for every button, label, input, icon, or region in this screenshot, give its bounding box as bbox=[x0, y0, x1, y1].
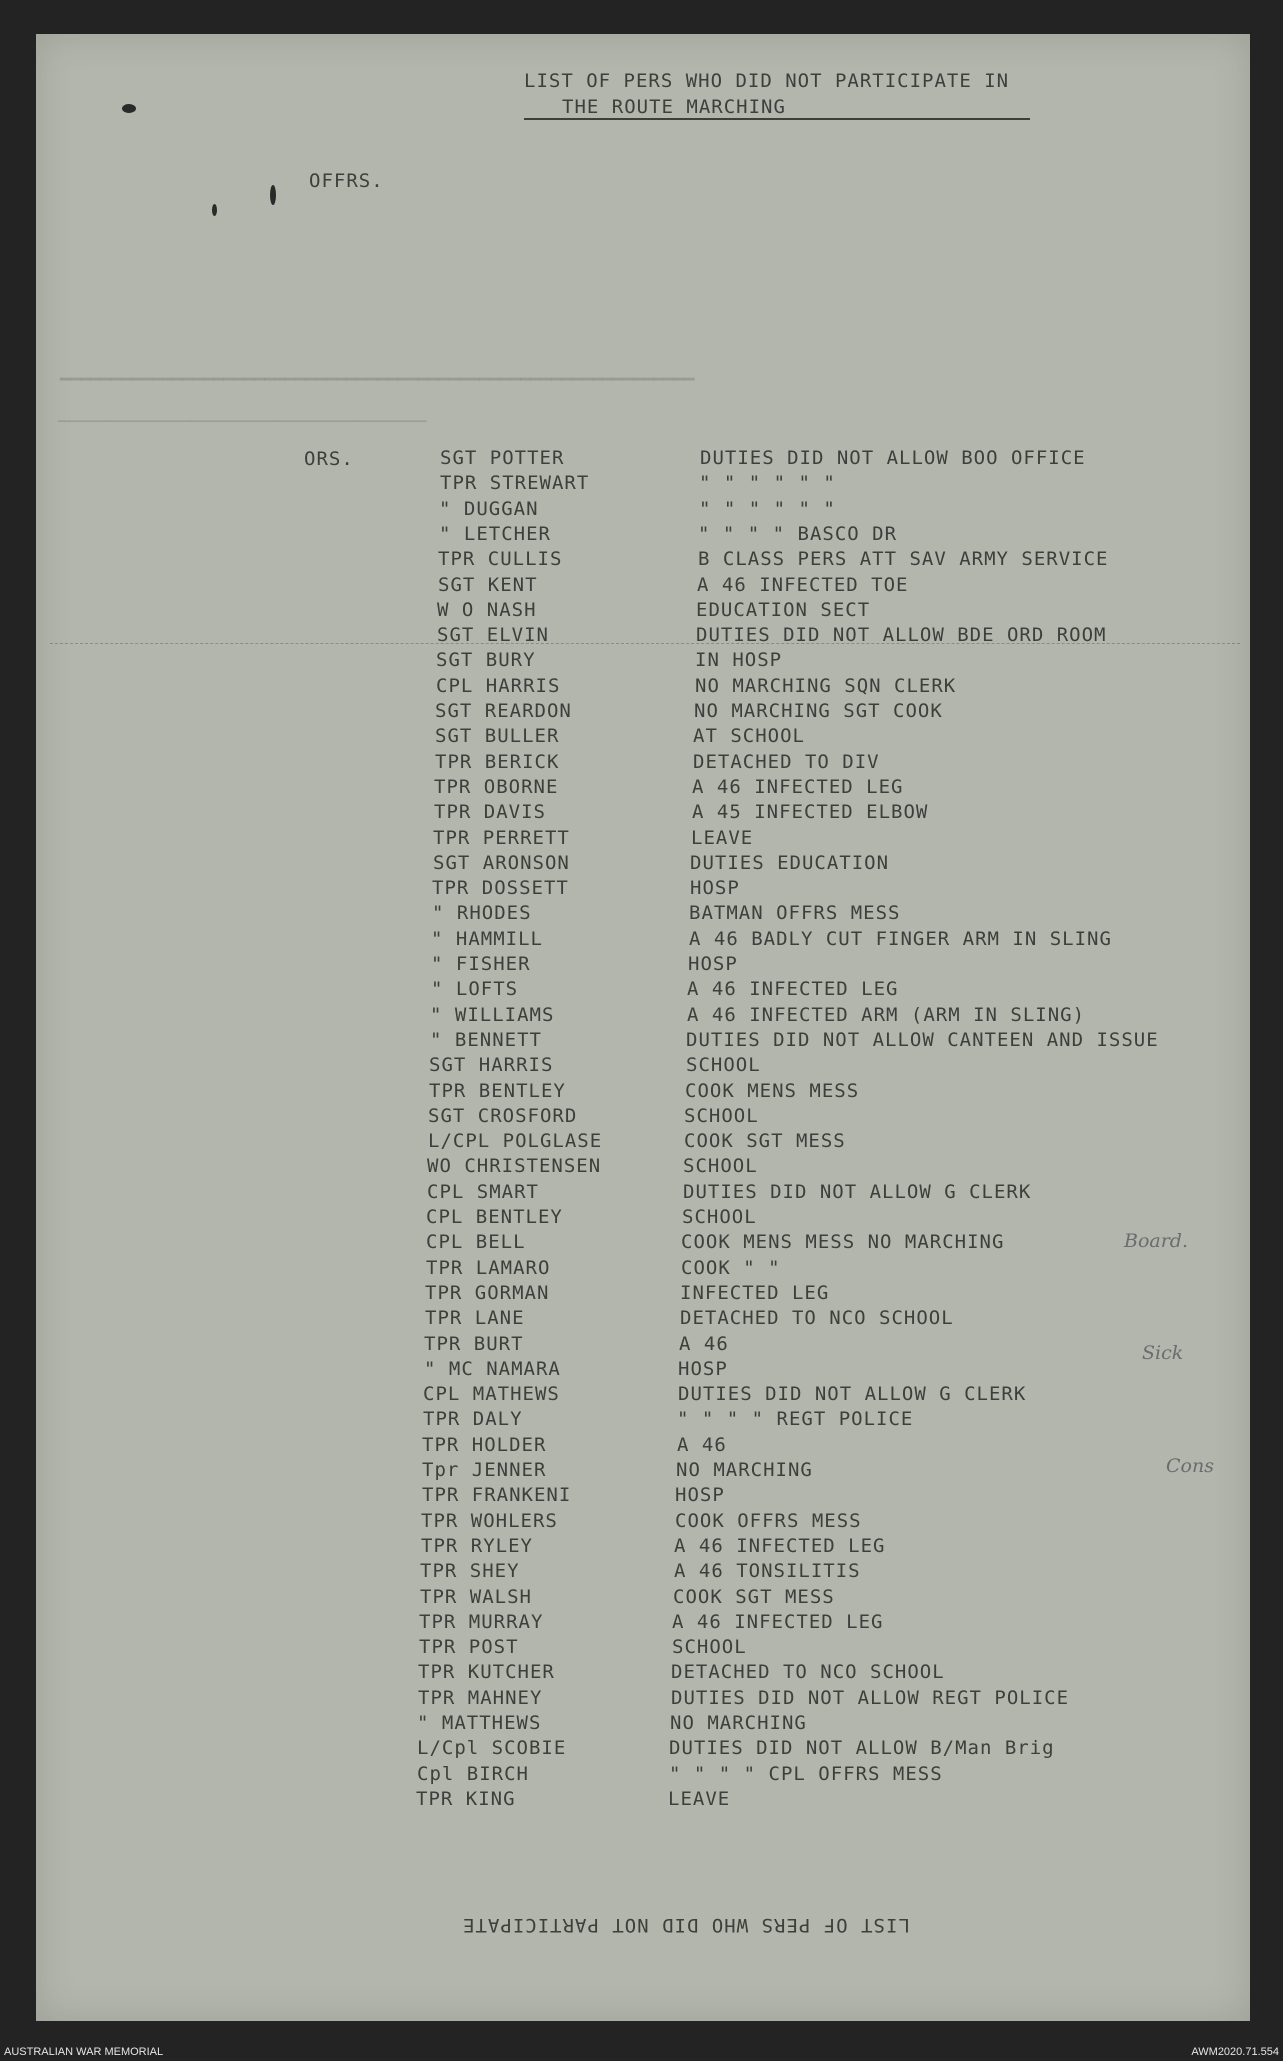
personnel-reason: " " " " BASCO DR bbox=[698, 522, 898, 545]
list-item bbox=[0, 1712, 1283, 1737]
personnel-reason: HOSP bbox=[678, 1357, 728, 1380]
personnel-name: TPR KUTCHER bbox=[418, 1661, 555, 1684]
personnel-reason: DUTIES DID NOT ALLOW G CLERK bbox=[678, 1383, 1027, 1406]
personnel-name: TPR DALY bbox=[423, 1408, 523, 1431]
personnel-reason: BATMAN OFFRS MESS bbox=[689, 902, 901, 925]
personnel-name: " DUGGAN bbox=[439, 497, 539, 520]
personnel-reason: DUTIES DID NOT ALLOW CANTEEN AND ISSUE bbox=[686, 1028, 1159, 1051]
personnel-name: TPR BERICK bbox=[435, 750, 560, 773]
list-item bbox=[0, 574, 1283, 599]
list-item bbox=[0, 700, 1283, 725]
personnel-name: " BENNETT bbox=[430, 1028, 542, 1051]
personnel-name: " LOFTS bbox=[431, 978, 519, 1001]
mirrored-footer-text: LIST OF PERS WHO DID NOT PARTICIPATE bbox=[462, 1914, 910, 1936]
personnel-name: TPR HOLDER bbox=[422, 1433, 547, 1456]
personnel-reason: SCHOOL bbox=[686, 1054, 761, 1077]
personnel-reason: A 46 INFECTED LEG bbox=[687, 978, 899, 1001]
list-item bbox=[0, 447, 1283, 472]
list-item bbox=[0, 751, 1283, 776]
list-item bbox=[0, 1130, 1283, 1155]
personnel-name: SGT CROSFORD bbox=[428, 1104, 578, 1127]
personnel-name: TPR GORMAN bbox=[425, 1281, 550, 1304]
list-item bbox=[0, 1358, 1283, 1383]
document-subtitle: THE ROUTE MARCHING bbox=[562, 96, 786, 118]
personnel-reason: IN HOSP bbox=[695, 649, 783, 672]
personnel-name: TPR LANE bbox=[425, 1307, 525, 1330]
personnel-reason: DUTIES DID NOT ALLOW BDE ORD ROOM bbox=[696, 624, 1107, 647]
list-item bbox=[0, 1155, 1283, 1180]
personnel-reason: COOK " " bbox=[681, 1256, 781, 1279]
personnel-name: CPL MATHEWS bbox=[423, 1383, 560, 1406]
personnel-reason: COOK SGT MESS bbox=[684, 1130, 846, 1153]
list-item bbox=[0, 953, 1283, 978]
personnel-name: TPR KING bbox=[416, 1787, 516, 1810]
punch-mark bbox=[122, 104, 136, 113]
personnel-reason: SCHOOL bbox=[683, 1155, 758, 1178]
personnel-reason: A 46 TONSILITIS bbox=[674, 1560, 861, 1583]
personnel-reason: A 46 bbox=[679, 1332, 729, 1355]
list-item bbox=[0, 1459, 1283, 1484]
list-item bbox=[0, 1333, 1283, 1358]
list-item bbox=[0, 1206, 1283, 1231]
list-item bbox=[0, 1763, 1283, 1788]
personnel-name: TPR MAHNEY bbox=[418, 1686, 543, 1709]
personnel-reason: A 46 BADLY CUT FINGER ARM IN SLING bbox=[689, 927, 1112, 950]
list-item bbox=[0, 1080, 1283, 1105]
personnel-name: " MC NAMARA bbox=[424, 1357, 561, 1380]
personnel-name: CPL BELL bbox=[426, 1231, 526, 1254]
personnel-name: TPR CULLIS bbox=[438, 548, 563, 571]
personnel-reason: A 46 bbox=[677, 1433, 727, 1456]
list-item bbox=[0, 675, 1283, 700]
personnel-name: " WILLIAMS bbox=[430, 1003, 555, 1026]
personnel-name: L/CPL POLGLASE bbox=[428, 1130, 603, 1153]
personnel-name: TPR SHEY bbox=[420, 1560, 520, 1583]
personnel-name: SGT BURY bbox=[436, 649, 536, 672]
personnel-name: TPR DAVIS bbox=[434, 801, 546, 824]
personnel-reason: NO MARCHING SQN CLERK bbox=[695, 674, 957, 697]
personnel-name: " LETCHER bbox=[439, 522, 551, 545]
personnel-name: WO CHRISTENSEN bbox=[427, 1155, 602, 1178]
list-item bbox=[0, 1434, 1283, 1459]
list-item bbox=[0, 523, 1283, 548]
personnel-reason: " " " " REGT POLICE bbox=[677, 1408, 914, 1431]
handwritten-note-cons: Cons bbox=[1166, 1455, 1214, 1477]
personnel-name: SGT ELVIN bbox=[437, 624, 549, 647]
personnel-reason: HOSP bbox=[688, 953, 738, 975]
handwritten-note-board: Board. bbox=[1124, 1230, 1189, 1252]
list-item bbox=[0, 801, 1283, 826]
list-item bbox=[0, 1535, 1283, 1560]
list-item bbox=[0, 1054, 1283, 1079]
personnel-name: SGT REARDON bbox=[435, 700, 572, 722]
list-item bbox=[0, 1636, 1283, 1661]
title-underline bbox=[524, 118, 1030, 120]
punch-mark bbox=[270, 185, 276, 205]
personnel-reason: DETACHED TO NCO SCHOOL bbox=[680, 1307, 954, 1330]
personnel-name: Tpr JENNER bbox=[422, 1459, 547, 1481]
personnel-name: TPR FRANKENI bbox=[422, 1484, 572, 1507]
list-item bbox=[0, 928, 1283, 953]
handwritten-note-sick: Sick bbox=[1142, 1342, 1184, 1364]
list-item bbox=[0, 1510, 1283, 1535]
personnel-reason: AT SCHOOL bbox=[693, 725, 805, 748]
list-item bbox=[0, 1611, 1283, 1636]
list-item bbox=[0, 1737, 1283, 1762]
personnel-name: W O NASH bbox=[437, 598, 537, 621]
list-item bbox=[0, 599, 1283, 624]
personnel-reason: HOSP bbox=[675, 1484, 725, 1507]
personnel-name: TPR BURT bbox=[424, 1332, 524, 1355]
personnel-name: CPL BENTLEY bbox=[426, 1206, 563, 1228]
offrs-label: OFFRS. bbox=[309, 170, 384, 192]
personnel-name: " HAMMILL bbox=[431, 927, 543, 950]
personnel-name: TPR POST bbox=[419, 1636, 519, 1659]
personnel-name: TPR BENTLEY bbox=[429, 1079, 566, 1102]
list-item bbox=[0, 1105, 1283, 1130]
personnel-name: CPL HARRIS bbox=[436, 674, 561, 697]
personnel-name: TPR STREWART bbox=[440, 472, 590, 495]
personnel-reason: DUTIES DID NOT ALLOW G CLERK bbox=[683, 1180, 1032, 1203]
personnel-reason: A 46 INFECTED LEG bbox=[672, 1610, 884, 1633]
personnel-name: " RHODES bbox=[432, 902, 532, 925]
list-item bbox=[0, 902, 1283, 927]
personnel-reason: " " " " " " bbox=[699, 472, 836, 495]
personnel-name: " FISHER bbox=[431, 953, 531, 975]
personnel-name: SGT KENT bbox=[438, 573, 538, 596]
show-through-text: ──────────────────────────────────── bbox=[58, 412, 427, 432]
list-item bbox=[0, 1307, 1283, 1332]
personnel-reason: A 46 INFECTED LEG bbox=[674, 1534, 886, 1557]
personnel-reason: SCHOOL bbox=[684, 1104, 759, 1127]
personnel-reason: COOK SGT MESS bbox=[673, 1585, 835, 1608]
list-item bbox=[0, 498, 1283, 523]
list-item bbox=[0, 776, 1283, 801]
personnel-name: Cpl BIRCH bbox=[417, 1762, 529, 1785]
personnel-reason: EDUCATION SECT bbox=[696, 598, 871, 621]
personnel-name: TPR OBORNE bbox=[434, 775, 559, 798]
personnel-name: TPR WOHLERS bbox=[421, 1509, 558, 1532]
list-item bbox=[0, 1560, 1283, 1585]
personnel-reason: A 46 INFECTED ARM (ARM IN SLING) bbox=[687, 1003, 1086, 1026]
list-item bbox=[0, 624, 1283, 649]
credit-left: AUSTRALIAN WAR MEMORIAL bbox=[4, 2046, 164, 2058]
personnel-reason: A 46 INFECTED LEG bbox=[692, 775, 904, 798]
list-item bbox=[0, 1408, 1283, 1433]
personnel-reason: DUTIES EDUCATION bbox=[690, 851, 890, 874]
list-item bbox=[0, 649, 1283, 674]
punch-mark bbox=[212, 204, 217, 216]
personnel-name: SGT BULLER bbox=[435, 725, 560, 748]
list-item bbox=[0, 1586, 1283, 1611]
personnel-name: TPR LAMARO bbox=[426, 1256, 551, 1279]
personnel-reason: NO MARCHING bbox=[670, 1712, 807, 1734]
personnel-name: CPL SMART bbox=[427, 1180, 539, 1203]
personnel-reason: " " " " " " bbox=[699, 497, 836, 520]
personnel-name: TPR WALSH bbox=[420, 1585, 532, 1608]
list-item bbox=[0, 1788, 1283, 1813]
list-item bbox=[0, 1181, 1283, 1206]
personnel-reason: NO MARCHING SGT COOK bbox=[694, 700, 943, 722]
document-title: LIST OF PERS WHO DID NOT PARTICIPATE IN bbox=[524, 70, 1010, 92]
personnel-reason: B CLASS PERS ATT SAV ARMY SERVICE bbox=[698, 548, 1109, 571]
personnel-name: SGT HARRIS bbox=[429, 1054, 554, 1077]
list-item bbox=[0, 1383, 1283, 1408]
personnel-reason: DETACHED TO NCO SCHOOL bbox=[671, 1661, 945, 1684]
personnel-reason: LEAVE bbox=[668, 1787, 731, 1810]
list-item bbox=[0, 472, 1283, 497]
personnel-reason: DETACHED TO DIV bbox=[693, 750, 880, 773]
personnel-reason: COOK OFFRS MESS bbox=[675, 1509, 862, 1532]
list-item bbox=[0, 548, 1283, 573]
list-item bbox=[0, 1282, 1283, 1307]
personnel-reason: COOK MENS MESS bbox=[685, 1079, 860, 1102]
personnel-reason: COOK MENS MESS NO MARCHING bbox=[681, 1231, 1005, 1254]
personnel-name: L/Cpl SCOBIE bbox=[417, 1737, 567, 1760]
personnel-name: TPR MURRAY bbox=[419, 1610, 544, 1633]
list-item bbox=[0, 978, 1283, 1003]
list-item bbox=[0, 1004, 1283, 1029]
personnel-reason: " " " " CPL OFFRS MESS bbox=[669, 1762, 943, 1785]
personnel-reason: NO MARCHING bbox=[676, 1459, 813, 1481]
personnel-reason: INFECTED LEG bbox=[680, 1281, 830, 1304]
personnel-reason: SCHOOL bbox=[672, 1636, 747, 1659]
list-item bbox=[0, 1029, 1283, 1054]
list-item bbox=[0, 1231, 1283, 1256]
credit-right: AWM2020.71.554 bbox=[1191, 2046, 1279, 2058]
list-item bbox=[0, 1661, 1283, 1686]
list-item bbox=[0, 1687, 1283, 1712]
list-item bbox=[0, 725, 1283, 750]
personnel-reason: DUTIES DID NOT ALLOW REGT POLICE bbox=[671, 1686, 1070, 1709]
ors-label: ORS. bbox=[304, 448, 354, 470]
personnel-name: SGT ARONSON bbox=[433, 851, 570, 874]
personnel-reason: DUTIES DID NOT ALLOW B/Man Brig bbox=[669, 1737, 1055, 1760]
personnel-reason: A 46 INFECTED TOE bbox=[697, 573, 909, 596]
list-item bbox=[0, 852, 1283, 877]
personnel-name: " MATTHEWS bbox=[417, 1712, 542, 1734]
personnel-reason: DUTIES DID NOT ALLOW BOO OFFICE bbox=[700, 447, 1086, 469]
personnel-reason: A 45 INFECTED ELBOW bbox=[692, 801, 929, 824]
personnel-reason: SCHOOL bbox=[682, 1206, 757, 1228]
personnel-reason: HOSP bbox=[690, 877, 740, 900]
personnel-name: TPR PERRETT bbox=[433, 826, 570, 849]
list-item bbox=[0, 827, 1283, 852]
personnel-name: SGT POTTER bbox=[440, 447, 565, 469]
list-item bbox=[0, 1257, 1283, 1282]
list-item bbox=[0, 877, 1283, 902]
personnel-name: TPR RYLEY bbox=[421, 1534, 533, 1557]
personnel-reason: LEAVE bbox=[691, 826, 754, 849]
list-item bbox=[0, 1484, 1283, 1509]
show-through-text: ━━━━━━━━━━━━━━━━━━━━━━━━━━━━━━━━━━━━━━━━━━━━━━━━━━━━━━━━━━━━━━ bbox=[60, 370, 695, 390]
personnel-name: TPR DOSSETT bbox=[432, 877, 569, 900]
